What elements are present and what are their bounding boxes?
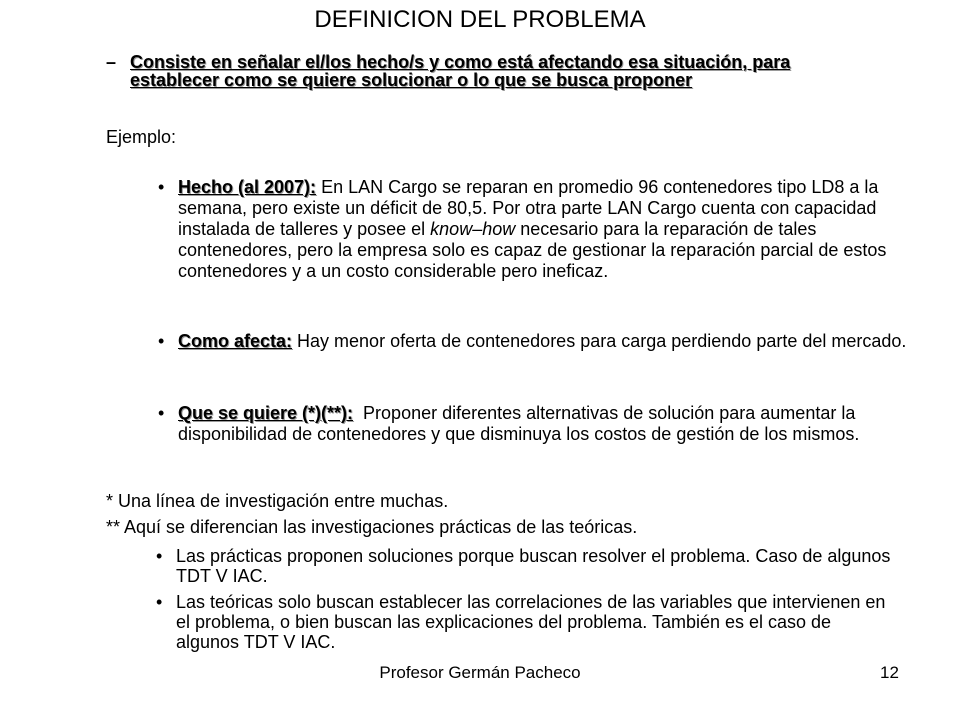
bullet-marker: • — [158, 177, 165, 197]
bullet-text: En LAN Cargo se reparan en promedio 96 contenedores tipo LD8 a la semana, pero existe un déficit de 80,5. Por otra parte LAN Cargo cuenta con capacidad instalada de talleres y posee el — [178, 177, 879, 239]
bullet-text: Hay menor oferta de contenedores para carga perdiendo parte del mercado. — [292, 331, 907, 351]
bullet-lead: Hecho (al 2007): — [178, 177, 317, 197]
bullet-lead: Como afecta: — [178, 331, 293, 351]
bullet-marker: • — [158, 403, 165, 423]
sub-bullet-text: Las teóricas solo buscan establecer las correlaciones de las variables que intervienen en el problema, o bien buscan las explicaciones del problema. También es el caso de algunos TDT V IAC. — [176, 592, 886, 652]
intro-text: Consiste en señalar el/los hecho/s y como está afectando esa situación, para establecer como se quiere solucionar o lo que se busca proponer — [130, 52, 791, 90]
bullet-como-afecta — [158, 331, 918, 352]
sub-bullet-text: Las prácticas proponen soluciones porque buscan resolver el problema. Caso de algunos TDT V IAC. — [176, 546, 891, 586]
bullet-text: Proponer diferentes alternativas de solución para aumentar la disponibilidad de contenedores y que disminuya los costos de gestión de los mismos. — [178, 403, 861, 444]
bullet-text: necesario para la reparación de tales contenedores, pero la empresa solo es capaz de gestionar la reparación parcial de estos contenedores y a un costo considerable pero ineficaz. — [178, 219, 887, 281]
bullet-marker: • — [156, 592, 163, 612]
bullet-marker: • — [158, 331, 165, 351]
example-label: Ejemplo: — [106, 127, 177, 147]
bullet-marker: • — [156, 546, 163, 566]
footnote-double-star: ** Aquí se diferencian las investigaciones prácticas de las teóricas. — [106, 517, 638, 537]
sub-bullet-practicas — [156, 546, 896, 586]
bullet-que-se-quiere — [158, 403, 918, 445]
bullet-italic-text: know–how — [430, 219, 516, 239]
intro-point — [106, 53, 866, 89]
dash-marker: – — [106, 52, 117, 72]
bullet-lead: Que se quiere (*)(**): — [178, 403, 354, 423]
bullet-body — [178, 403, 918, 445]
bullet-hecho — [158, 177, 918, 282]
slide-title: DEFINICION DEL PROBLEMA — [314, 6, 646, 33]
footnote-single-star: * Una línea de investigación entre muchas. — [106, 491, 449, 511]
bullet-body — [178, 331, 918, 352]
footer-author: Profesor Germán Pacheco — [379, 663, 581, 682]
bullet-body — [178, 177, 918, 282]
page-number: 12 — [880, 663, 899, 682]
sub-bullet-teoricas — [156, 592, 896, 652]
